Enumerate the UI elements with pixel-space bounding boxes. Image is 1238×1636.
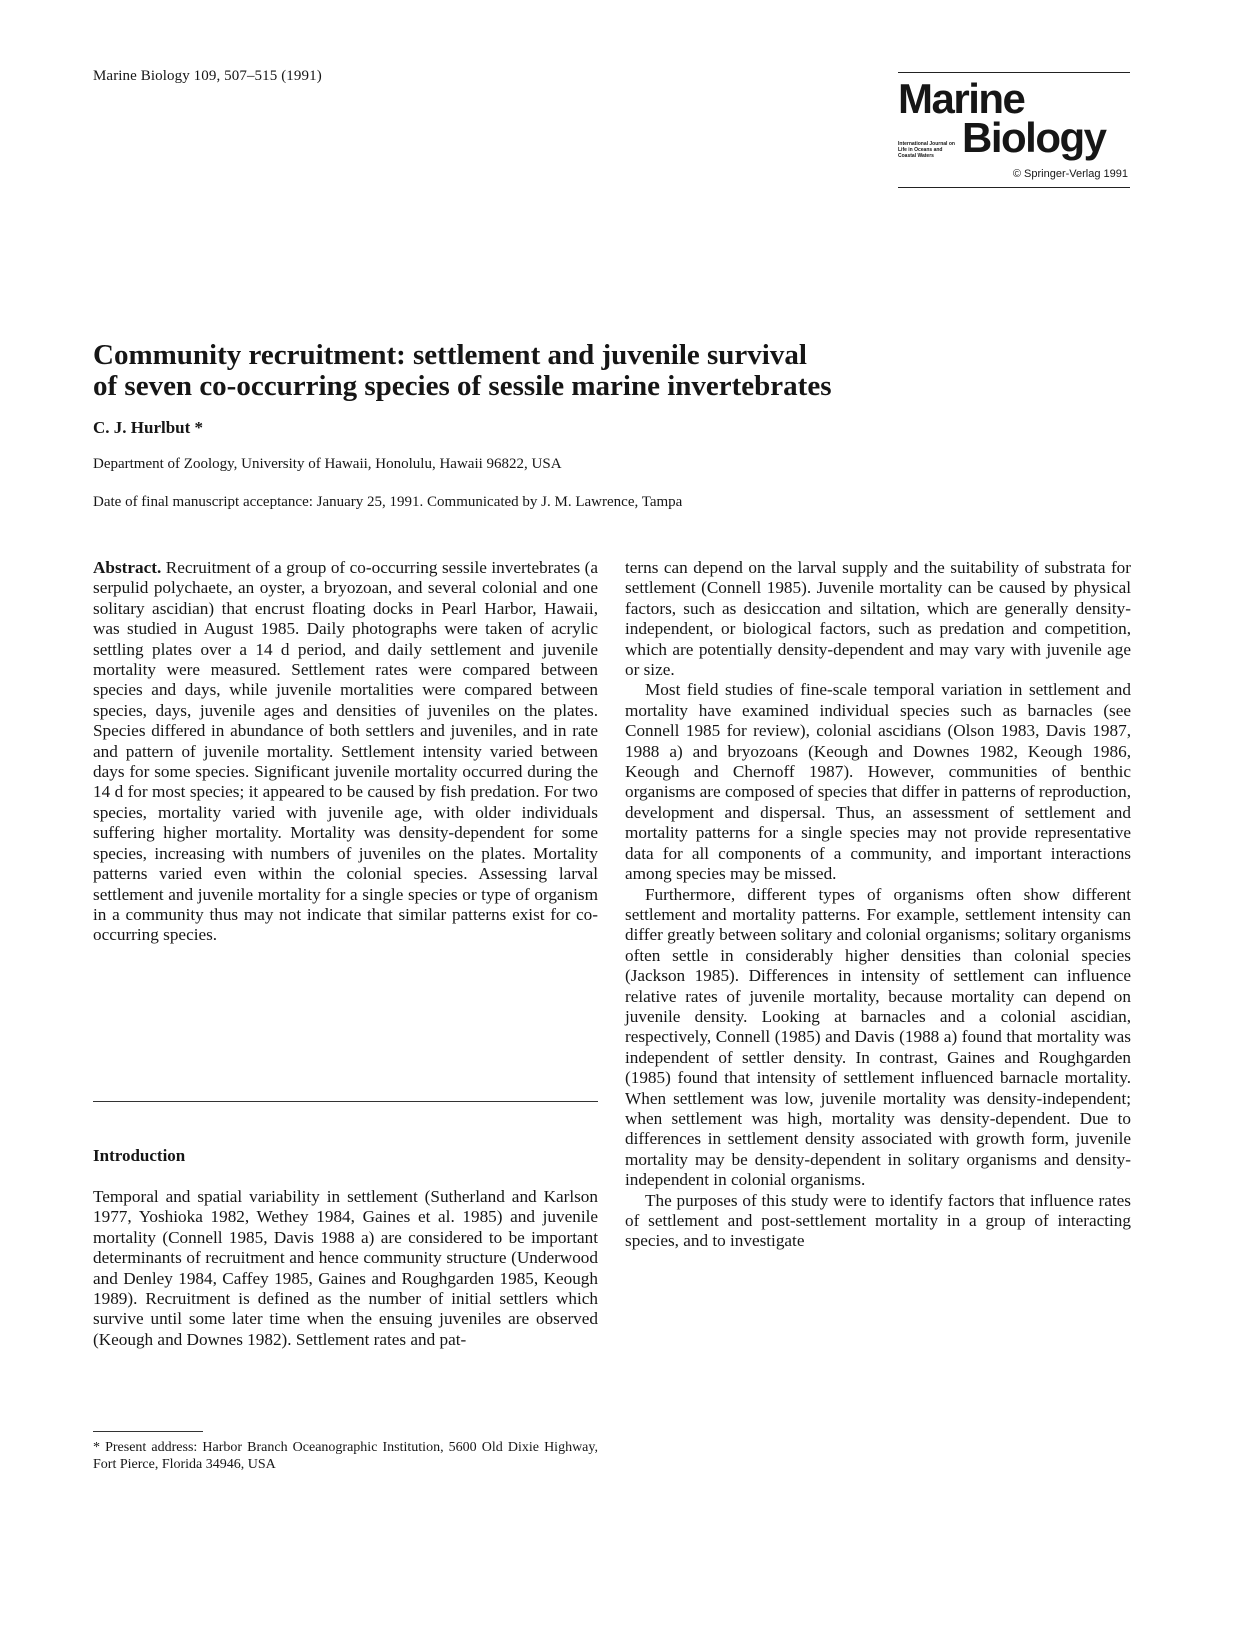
abstract-divider <box>93 1101 598 1102</box>
introduction-right-column <box>625 558 1131 1252</box>
affiliation: Department of Zoology, University of Hawaii, Honolulu, Hawaii 96822, USA <box>93 456 562 472</box>
logo-word-marine: Marine <box>898 75 1025 122</box>
journal-logo <box>898 70 1130 180</box>
author: C. J. Hurlbut * <box>93 418 204 437</box>
title-line-1: Community recruitment: settlement and juvenile survival <box>93 339 807 371</box>
intro-paragraph-3: Furthermore, different types of organisms often show different settlement and mortality patterns. For example, settlement intensity can differ greatly between solitary and colonial organisms; solitary organisms often settle in considerably higher densities than colonial species (Jackson 1985). Differences in intensity of settlement can influence relative rates of juvenile mortality, because mortality can depend on juvenile density. Looking at barnacles and a colonial ascidian, respectively, Connell (1985) and Davis (1988 a) found that mortality was independent of settler density. In contrast, Gaines and Roughgarden (1985) found that intensity of settlement influenced barnacle mortality. When settlement was low, juvenile mortality was density-independent; when settlement was high, mortality was density-dependent. Due to differences in settlement density associated with growth form, juvenile mortality may be density-dependent in solitary organisms and density-independent in colonial organisms. <box>625 884 1131 1190</box>
logo-bottom-rule <box>898 187 1130 188</box>
publisher-copyright: © Springer-Verlag 1991 <box>1012 168 1128 180</box>
introduction-heading: Introduction <box>93 1146 186 1165</box>
footnote: * Present address: Harbor Branch Oceanographic Institution, 5600 Old Dixie Highway, Fort Pierce, Florida 34946, USA <box>93 1440 598 1472</box>
logo-top-rule <box>898 72 1130 73</box>
logo-word-biology: Biology <box>962 114 1106 161</box>
introduction-left-text <box>93 1187 598 1350</box>
abstract-label: Abstract. <box>93 558 162 577</box>
title-line-2: of seven co-occurring species of sessile marine invertebrates <box>93 370 832 402</box>
manuscript-dates: Date of final manuscript acceptance: January 25, 1991. Communicated by J. M. Lawrence, Tampa <box>93 494 683 510</box>
intro-paragraph-2: Most field studies of fine-scale temporal variation in settlement and mortality have examined individual species such as barnacles (see Connell 1985 for review), colonial ascidians (Olson 1983, Davis 1987, 1988 a) and bryozoans (Keough and Downes 1982, Keough 1986, Keough and Chernoff 1987). However, communities of benthic organisms are composed of species that differ in patterns of reproduction, development and dispersal. Thus, an assessment of settlement and mortality patterns for a single species may not provide representative data for all components of a community, and important interactions among species may be missed. <box>625 680 1131 884</box>
logo-tagline: International Journal on Life in Oceans and Coastal Waters <box>898 141 955 159</box>
intro-paragraph-continued: terns can depend on the larval supply and the suitability of substrata for settlement (Connell 1985). Juvenile mortality can be caused by physical factors, such as desiccation and siltation, which are generally density-independent, or biological factors, such as predation and competition, which are potentially density-dependent and may vary with juvenile age or size. <box>625 558 1131 680</box>
article-title <box>93 340 1153 402</box>
footnote-rule <box>93 1431 203 1432</box>
journal-reference: Marine Biology 109, 507–515 (1991) <box>93 68 322 84</box>
intro-paragraph-4: The purposes of this study were to identify factors that influence rates of settlement and post-settlement mortality in a group of interacting species, and to investigate <box>625 1190 1131 1251</box>
abstract <box>93 558 598 946</box>
intro-paragraph-1: Temporal and spatial variability in settlement (Sutherland and Karlson 1977, Yoshioka 1982, Wethey 1984, Gaines et al. 1985) and juvenile mortality (Connell 1985, Davis 1988 a) are considered to be important determinants of recruitment and hence community structure (Underwood and Denley 1984, Caffey 1985, Gaines and Roughgarden 1985, Keough 1989). Recruitment is defined as the number of initial settlers which survive until some later time when the ensuing juveniles are observed (Keough and Downes 1982). Settlement rates and pat- <box>93 1187 598 1349</box>
abstract-text: Recruitment of a group of co-occurring sessile invertebrates (a serpulid polychaete, an oyster, a bryozoan, and several colonial and one solitary ascidian) that encrust floating docks in Pearl Harbor, Hawaii, was studied in August 1985. Daily photographs were taken of acrylic settling plates over a 14 d period, and daily settlement and juvenile mortality were measured. Settlement rates were compared between species and days, while juvenile mortalities were compared between species, days, juvenile ages and densities of juveniles on the plates. Species differed in abundance of both settlers and juveniles, and in rate and pattern of juvenile mortality. Settlement intensity varied between days for some species. Significant juvenile mortality occurred during the 14 d for most species; it appeared to be caused by fish predation. For two species, mortality varied with juvenile age, with older individuals suffering higher mortality. Mortality was density-dependent for some species, increasing with numbers of juveniles on the plates. Mortality patterns varied even within the colonial species. Assessing larval settlement and juvenile mortality for a single species or type of organism in a community thus may not indicate that similar patterns exist for co-occurring species. <box>93 558 598 945</box>
